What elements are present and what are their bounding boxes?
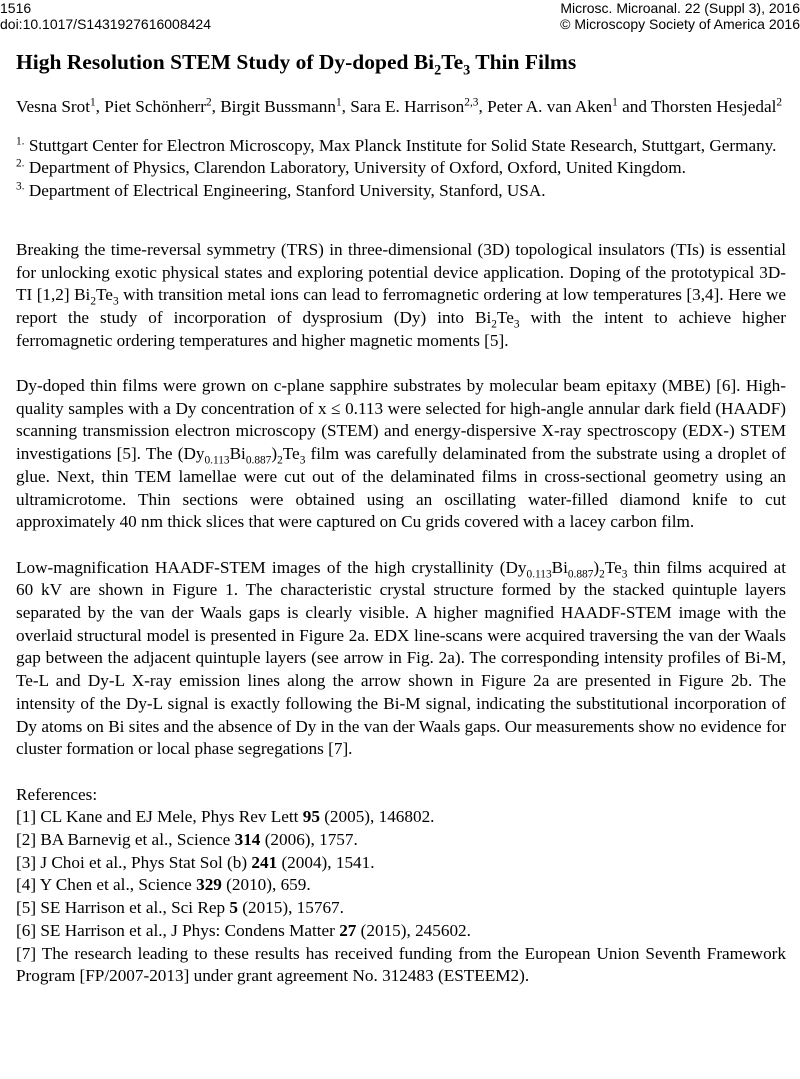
text-run: [6] SE Harrison et al., J Phys: Condens Matter: [16, 920, 340, 940]
superscript: 3.: [16, 180, 25, 193]
bold-text: 27: [339, 920, 357, 940]
text-run: [5] SE Harrison et al., Sci Rep: [16, 898, 230, 918]
bold-text: 329: [196, 875, 222, 895]
reference-4: [16, 874, 786, 897]
subscript: 2: [277, 454, 283, 467]
text-run: Stuttgart Center for Electron Microscopy, Max Planck Institute for Solid State Research, Stuttgart, Germany.: [24, 135, 777, 155]
text-run: [7] The research leading to these results has received funding from the European Union Seventh Framework Program [FP/2007-2013] under grant agreement No. 312483 (ESTEEM2).: [16, 943, 786, 986]
text-run: Thin Films: [470, 50, 577, 74]
superscript: 1.: [16, 134, 25, 147]
subscript: 2: [599, 568, 605, 581]
subscript: 2: [90, 295, 96, 308]
text-run: , Sara E. Harrison: [341, 97, 465, 116]
text-run: Department of Physics, Clarendon Laboratory, University of Oxford, Oxford, United Kingdom.: [24, 158, 686, 178]
text-run: ): [593, 557, 600, 577]
subscript: 2: [434, 62, 442, 79]
subscript: 3: [513, 318, 520, 331]
text-run: (2015), 245602.: [356, 920, 471, 940]
superscript: 1: [335, 96, 342, 109]
text-run: Vesna Srot: [16, 97, 90, 116]
text-run: Te: [441, 50, 464, 74]
journal-citation: Microsc. Microanal. 22 (Suppl 3), 2016: [560, 0, 800, 16]
reference-3: [16, 852, 786, 875]
subscript: 0.887: [245, 454, 272, 467]
text-run: Dy-doped thin films were grown on c-plane sapphire substrates by molecular beam epitaxy (MBE) [6]. High-quality samples with a Dy concentration of x ≤ 0.113 were selected for high-angle annular dark field (HAADF) scanning transmission electron microscopy (STEM) and energy-dispersive X-ray spectroscopy (EDX-) STEM investigations [5]. The (Dy: [16, 376, 786, 464]
superscript: 2.: [16, 157, 25, 170]
text-run: High Resolution STEM Study of Dy-doped Bi: [16, 50, 435, 74]
bold-text: 241: [251, 852, 278, 872]
references: [16, 784, 786, 988]
text-run: ): [271, 444, 278, 464]
text-run: [3] J Choi et al., Phys Stat Sol (b): [16, 852, 252, 872]
text-run: thin films acquired at 60 kV are shown in Figure 1. The characteristic crystal structure formed by the stacked quintuple layers separated by the van der Waals gaps is clearly visible. A higher magnified HAADF-STEM image with the overlaid structural model is presented in Figure 2a. EDX line-scans were acquired traversing the van der Waals gap between the adjacent quintuple layers (see arrow in Fig. 2a). The corresponding intensity profiles of Bi-M, Te-L and Dy-L X-ray emission lines along the arrow shown in Figure 2a are presented in Figure 2b. The intensity of the Dy-L signal is exactly following the Bi-M signal, indicating the substitutional incorporation of Dy atoms on Bi sites and the absence of Dy in the van der Waals gaps. Our measurements show no evidence for cluster formation or local phase segregations [7].: [16, 557, 787, 759]
subscript: 0.887: [567, 568, 594, 581]
paragraph-2: [16, 375, 786, 534]
copyright: © Microscopy Society of America 2016: [560, 16, 800, 32]
text-run: Department of Electrical Engineering, Stanford University, Stanford, USA.: [24, 181, 546, 201]
text-run: Te: [496, 307, 514, 327]
subscript: 3: [299, 454, 306, 467]
bold-text: 314: [234, 830, 261, 850]
bold-text: 95: [302, 807, 320, 827]
text-run: , Peter A. van Aken: [478, 97, 613, 116]
text-run: Bi: [229, 444, 246, 464]
doi: doi:10.1017/S1431927616008424: [0, 16, 211, 32]
subscript: 3: [463, 62, 471, 79]
text-run: (2004), 1541.: [277, 852, 375, 872]
affiliation-2: [16, 157, 786, 180]
text-run: Te: [604, 557, 622, 577]
header-left: [0, 0, 211, 32]
text-run: film was carefully delaminated from the substrate using a droplet of glue. Next, thin TEM lamellae were cut out of the delaminated films in cross-sectional geometry using an ultramicrotome. Thin sections were obtained using an oscillating water-filled diamond knife to cut approximately 40 nm thick slices that were captured on Cu grids covered with a lacey carbon film.: [16, 444, 786, 532]
superscript: 1: [90, 96, 96, 109]
paragraph-1: [16, 239, 786, 353]
affiliations: [16, 135, 786, 203]
text-run: Breaking the time-reversal symmetry (TRS) in three-dimensional (3D) topological insulators (TIs) is essential for unlocking exotic physical states and exploring potential device application. Doping of the prototypical 3D-TI [1,2] Bi: [16, 239, 786, 305]
text-run: , Piet Schönherr: [95, 97, 206, 116]
page-header: [0, 0, 800, 32]
text-run: (2005), 146802.: [319, 807, 435, 827]
text-run: (2010), 659.: [221, 875, 311, 895]
text-run: Low-magnification HAADF-STEM images of the high crystallinity (Dy: [16, 557, 527, 577]
text-run: Te: [96, 285, 113, 305]
page-number: 1516: [0, 0, 32, 16]
superscript: 2: [776, 96, 783, 109]
subscript: 3: [112, 295, 119, 308]
affiliation-3: [16, 180, 786, 203]
references-heading: References:: [16, 784, 98, 804]
text-run: (2006), 1757.: [260, 830, 358, 850]
text-run: [1] CL Kane and EJ Mele, Phys Rev Lett: [16, 807, 303, 827]
text-run: Te: [282, 444, 300, 464]
text-run: with the intent to achieve higher ferromagnetic ordering temperatures and higher magnetic moments [5].: [16, 307, 786, 350]
subscript: 2: [491, 318, 497, 331]
superscript: 2: [205, 96, 212, 109]
text-run: with transition metal ions can lead to ferromagnetic ordering at low temperatures [3,4]. Here we report the study of incorporation of dysprosium (Dy) into Bi: [16, 285, 786, 327]
reference-6: [16, 920, 786, 943]
superscript: 1: [612, 96, 618, 109]
text-run: Bi: [551, 557, 568, 577]
text-run: [4] Y Chen et al., Science: [16, 875, 197, 895]
paper-title: [16, 49, 786, 79]
text-run: , Birgit Bussmann: [211, 97, 336, 116]
reference-2: [16, 829, 786, 852]
subscript: 3: [621, 568, 628, 581]
text-run: (2015), 15767.: [237, 898, 344, 918]
superscript: 2,3: [464, 96, 479, 109]
reference-7: [16, 943, 786, 988]
text-run: [2] BA Barnevig et al., Science: [16, 830, 235, 850]
affiliation-1: [16, 135, 786, 158]
article-body: [0, 49, 800, 988]
text-run: and Thorsten Hesjedal: [617, 97, 777, 116]
reference-5: [16, 897, 786, 920]
subscript: 0.113: [526, 568, 552, 581]
paragraph-3: [16, 557, 786, 761]
header-right: [560, 0, 800, 32]
author-list: [16, 96, 786, 119]
reference-1: [16, 806, 786, 829]
bold-text: 5: [229, 898, 238, 918]
subscript: 0.113: [204, 454, 230, 467]
